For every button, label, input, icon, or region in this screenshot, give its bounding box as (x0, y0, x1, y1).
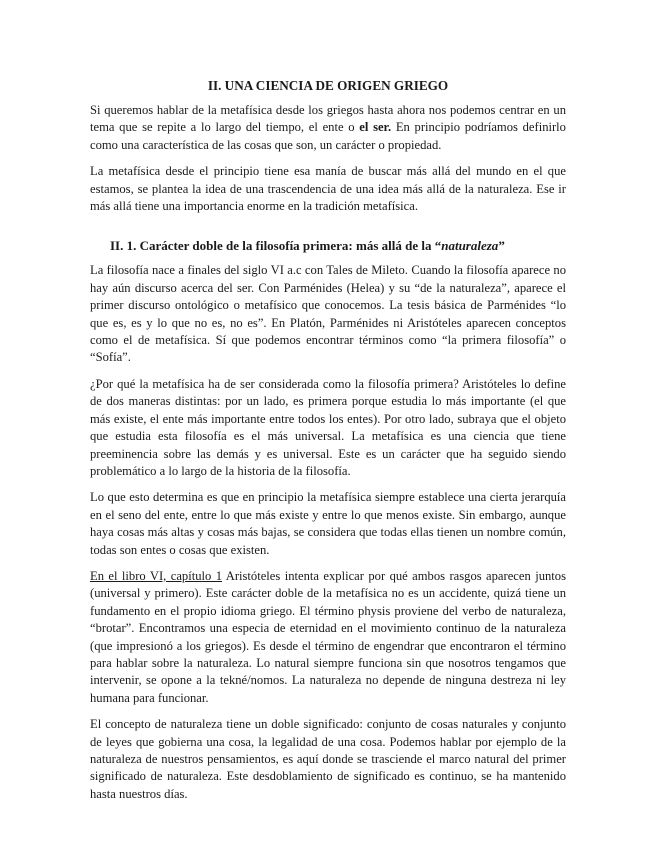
subsection-title-suffix: ” (498, 238, 505, 254)
paragraph-1-text-start: Si queremos hablar de la metafísica desde los griegos hasta ahora nos podemos centrar en un tema que se repite a lo largo del tiempo, el ente o (90, 103, 566, 135)
section-title: II. UNA CIENCIA DE ORIGEN GRIEGO (207, 78, 449, 93)
subsection-title (110, 237, 566, 254)
paragraph-6 (90, 568, 566, 707)
paragraph-7: El concepto de naturaleza tiene un doble significado: conjunto de cosas naturales y conjunto de leyes que gobierna una cosa, la legalidad de una cosa. Podemos hablar por ejemplo de la naturaleza de nuestros pensamientos, es aquí donde se trasciende el marco natural del primer significado de naturaleza. Este desdoblamiento de significado es continuo, se ha mantenido hasta nuestros días. (90, 717, 566, 801)
paragraph-5: Lo que esto determina es que en principio la metafísica siempre establece una cierta jerarquía en el seno del ente, entre lo que más existe y entre lo que menos existe. Sin embargo, aunque haya cosas más altas y cosas más bajas, se considera que todas ellas tienen un nombre común, todas son entes o cosas que existen. (90, 490, 566, 557)
paragraph-1-bold-term: el ser. (359, 120, 392, 135)
subsection-title-prefix: II. 1. Carácter doble de la filosofía primera: más allá de la “ (110, 238, 442, 254)
document-body (90, 77, 566, 812)
paragraph-2: La metafísica desde el principio tiene esa manía de buscar más allá del mundo en el que estamos, se plantea la idea de una trascendencia de una idea más allá de la naturaleza. Ese ir más allá tiene una importancia enorme en la tradición metafísica. (90, 164, 566, 214)
paragraph-1-text-end: En principio podríamos definirlo como una característica de las cosas que son, un carácter o propiedad. (90, 120, 566, 152)
paragraph-4: ¿Por qué la metafísica ha de ser considerada como la filosofía primera? Aristóteles lo define de dos maneras distintas: por un lado, es primera porque estudia lo más importante (el que más existe, el ente más importante entre todos los entes). Por otro lado, subraya que el objeto que estudia esta filosofía es el más universal. La metafísica es una ciencia que tiene preeminencia sobre las demás y es universal. Este es un carácter que ha seguido siendo problemático a lo largo de la historia de la filosofía. (90, 376, 566, 478)
paragraph-6-text: Aristóteles intenta explicar por qué ambos rasgos aparecen juntos (universal y primero). Este carácter doble de la metafísica no es un accidente, quizá tiene un fundamento en el propio idioma griego. El término physis proviene del verbo de naturaleza, “brotar”. Encontramos una especia de eternidad en el movimiento continuo de la naturaleza (que impresionó a los griegos). Es desde el término de engendrar que encontraron el término para hablar sobre la naturaleza. Lo natural siempre funciona sin que nosotros tengamos que intervenir, se opone a la tekné/nomos. La naturaleza no depende de ninguna destreza ni ley humana para funcionar. (90, 568, 566, 705)
paragraph-3: La filosofía nace a finales del siglo VI a.c con Tales de Mileto. Cuando la filosofía aparece no hay aún discurso acerca del ser. Con Parménides (Helea) y su “de la naturaleza”, aparece el primer discurso ontológico o metafísico que conocemos. La tesis básica de Parménides “lo que es, es y lo que no es, no es”. En Platón, Parménides ni Aristóteles aparecen conceptos como el de metafísica. Sí que podemos encontrar términos como “la primera filosofía” o “Sofía”. (90, 263, 566, 365)
subsection-title-italic: naturaleza (441, 238, 499, 254)
book-reference: En el libro VI, capítulo 1 (90, 568, 223, 583)
paragraph-1 (90, 102, 566, 154)
